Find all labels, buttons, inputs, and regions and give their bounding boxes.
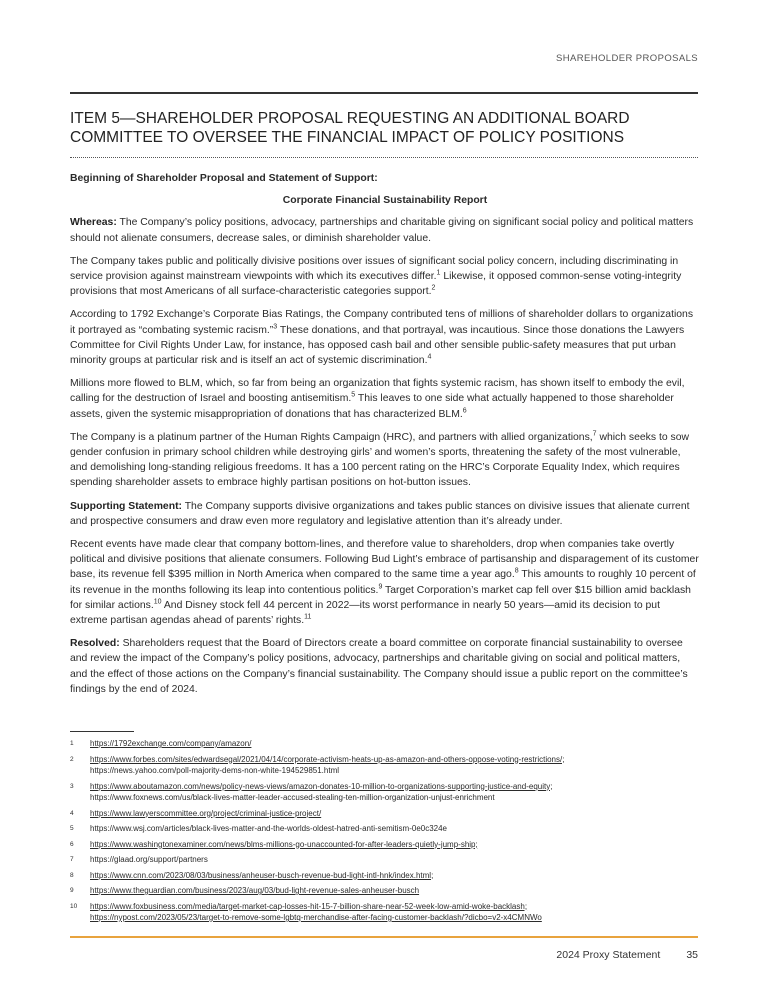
supporting-statement-text: The Company supports divisive organizations and takes public stances on divisive issues that alienate current and prospective consumers and draw even more regulatory and legislative attention than it’s already under. xyxy=(70,500,690,527)
footnote-link[interactable]: https://www.theguardian.com/business/2023/aug/03/bud-light-revenue-sales-anheuser-busch xyxy=(90,886,420,895)
whereas-text: The Company’s policy positions, advocacy, partnerships and charitable giving on significant social policy and political matters should not alienate consumers, decrease sales, or diminish shareholder value. xyxy=(70,217,694,244)
footnote-ref[interactable]: 1 xyxy=(436,269,441,277)
footnote-item xyxy=(70,901,700,924)
proposal-intro: Beginning of Shareholder Proposal and Statement of Support: xyxy=(70,173,378,184)
paragraph-3 xyxy=(70,307,700,368)
footnote-link[interactable]: https://www.lawyerscommittee.org/project/criminal-justice-project/ xyxy=(90,808,322,818)
footnote-item xyxy=(70,754,700,777)
footnote-item xyxy=(70,781,700,804)
footnote-number: 10 xyxy=(70,902,78,910)
paragraph-7 xyxy=(70,537,700,628)
footnote-number: 5 xyxy=(70,825,74,832)
footnote-link[interactable]: https://www.forbes.com/sites/edwardsegal/2021/04/14/corporate-activism-heats-up-as-amazon-and-others-oppose-voting-restrictions/; xyxy=(90,754,565,764)
paragraph-text: which seeks to sow gender confusion in primary school children while destroying girls’ and women’s sports, threatening the safety of the most vulnerable, and demolishing long-standing religious freedoms. It has a 100 percent rating on the HRC’s Corporate Equality Index, which requires spending shareholder assets to embrace highly partisan positions on hot-button issues. xyxy=(70,431,689,489)
footnote-link[interactable]: https://news.yahoo.com/poll-majority-dems-non-white-194529851.html xyxy=(90,766,340,775)
footnotes xyxy=(70,738,700,928)
footnote-link[interactable]: https://www.cnn.com/2023/08/03/business/anheuser-busch-revenue-bud-light-intl-hnk/index.html; xyxy=(90,870,434,880)
resolved-text: Shareholders request that the Board of Directors create a board committee on corporate financial sustainability to oversee and review the impact of the Company’s policy positions, advocacy, partnerships and charitable giving on social and political matters, and the effect of those actions on the Company’s financial sustainability. The Company should issue a public report on the committee’s findings by the end of 2024. xyxy=(70,638,688,695)
footnote-ref[interactable]: 6 xyxy=(462,407,467,415)
footnote-ref[interactable]: 8 xyxy=(514,568,519,575)
footnote-link[interactable]: https://glaad.org/support/partners xyxy=(90,855,208,864)
footnote-link[interactable]: https://www.washingtonexaminer.com/news/blms-millions-go-unaccounted-for-after-leaders-quietly-jump-ship; xyxy=(90,839,478,849)
footnote-number: 2 xyxy=(70,755,74,763)
footnote-link[interactable]: https://www.wsj.com/articles/black-lives-matter-and-the-worlds-oldest-hatred-anti-semitism-0e0c324e xyxy=(90,824,448,833)
supporting-statement-label: Supporting Statement: xyxy=(70,500,182,512)
supporting-statement-paragraph xyxy=(70,499,700,529)
footnote-item xyxy=(70,738,700,750)
footnote-item xyxy=(70,854,700,866)
proposal-body xyxy=(70,171,700,705)
paragraph-text: And Disney stock fell 44 percent in 2022—its worst performance in nearly 50 years—amid its decision to put extreme partisan agendas ahead of parents’ rights. xyxy=(70,599,660,627)
footnote-divider xyxy=(70,731,134,732)
paragraph-text: According to 1792 Exchange’s Corporate Bias Ratings, the Company contributed tens of millions of shareholder dollars to organizations it portrayed as “combating systemic racism.” xyxy=(70,309,694,336)
footnote-link[interactable]: https://1792exchange.com/company/amazon/ xyxy=(90,739,252,748)
footnote-item xyxy=(70,839,700,851)
section-header: SHAREHOLDER PROPOSALS xyxy=(556,53,698,64)
paragraph-text: The Company takes public and politically divisive positions over issues of significant social policy concern, including discriminating in service provision against mainstream viewpoints with which its executives differ. xyxy=(70,255,679,283)
paragraph-text: Millions more flowed to BLM, which, so far from being an organization that fights systemic racism, has shown itself to embody the evil, calling for the destruction of Israel and boosting antisemitism. xyxy=(70,378,685,405)
paragraph-text: This amounts to roughly 10 percent of its revenue in the months following its leap into contentious politics. xyxy=(70,569,696,596)
paragraph-2 xyxy=(70,254,700,300)
page-footer xyxy=(556,949,698,961)
footnote-number: 9 xyxy=(70,887,74,894)
paragraph-text: Likewise, it opposed common-sense voting-integrity provisions that most Americans of all surface-characteristic categories support. xyxy=(70,271,682,298)
paragraph-text: Recent events have made clear that company bottom-lines, and therefore value to shareholders, drop when companies take overtly political and divisive positions that alienate consumers. Following Bud Light’s embrace of partisanship and disparagement of its customer base, its revenue fell $395 million in North America when compared to the same time a year ago. xyxy=(70,539,699,581)
footnote-item xyxy=(70,808,700,820)
paragraph-4 xyxy=(70,376,700,422)
footnote-ref[interactable]: 2 xyxy=(431,284,436,292)
top-divider xyxy=(70,92,698,94)
footnote-number: 6 xyxy=(70,840,74,848)
footnote-link[interactable]: https://www.aboutamazon.com/news/policy-news-views/amazon-donates-10-million-to-organizations-supporting-justice-and-equity; xyxy=(90,781,553,791)
footnote-number: 8 xyxy=(70,871,74,879)
report-subtitle: Corporate Financial Sustainability Report xyxy=(282,195,488,207)
footnote-number: 4 xyxy=(70,809,74,817)
footer-divider xyxy=(70,936,698,938)
paragraph-text: The Company is a platinum partner of the Human Rights Campaign (HRC), and partners with allied organizations, xyxy=(70,431,593,443)
paragraph-text: Target Corporation’s market cap fell over $15 billion amid backlash for similar actions. xyxy=(70,584,691,611)
footnote-link[interactable]: https://www.foxbusiness.com/media/target-market-cap-losses-hit-15-7-billion-share-near-52-week-low-amid-woke-backlash; xyxy=(90,901,528,911)
footnote-ref[interactable]: 7 xyxy=(592,430,597,438)
footnote-item xyxy=(70,870,700,882)
footnote-ref[interactable]: 11 xyxy=(304,613,312,621)
footer-label: 2024 Proxy Statement xyxy=(556,949,661,961)
footnote-number: 3 xyxy=(70,782,74,790)
footnote-number: 1 xyxy=(70,740,74,747)
page-number: 35 xyxy=(686,949,698,961)
resolved-label: Resolved: xyxy=(70,638,120,650)
footnote-ref[interactable]: 4 xyxy=(427,353,432,361)
page-title: ITEM 5—SHAREHOLDER PROPOSAL REQUESTING AN ADDITIONAL BOARD COMMITTEE TO OVERSEE THE FINANCIAL IMPACT OF POLICY POSITIONS xyxy=(70,110,630,146)
whereas-paragraph xyxy=(70,215,700,245)
whereas-label: Whereas: xyxy=(70,217,117,229)
resolved-paragraph xyxy=(70,636,700,697)
footnote-ref[interactable]: 3 xyxy=(273,323,278,331)
footnote-ref[interactable]: 5 xyxy=(351,391,356,399)
footnote-number: 7 xyxy=(70,856,74,863)
footnote-link[interactable]: https://www.foxnews.com/us/black-lives-matter-leader-accused-stealing-ten-million-organization-unjust-enrichment xyxy=(90,793,495,802)
footnote-item xyxy=(70,885,700,897)
footnote-item xyxy=(70,823,700,835)
dotted-divider xyxy=(70,157,698,158)
paragraph-text: These donations, and that portrayal, was incautious. Since those donations the Lawyers Committee for Civil Rights Under Law, for instance, has opposed cash bail and other sensible public-safety measures that put urban minority groups at particular risk and is itself an act of systemic discrimination. xyxy=(70,324,685,367)
footnote-ref[interactable]: 9 xyxy=(378,583,383,591)
footnote-ref[interactable]: 10 xyxy=(153,598,162,606)
paragraph-text: This leaves to one side what actually happened to those shareholder assets, given the systemic misappropriation of donations that has characterized BLM. xyxy=(70,393,674,420)
footnote-link[interactable]: https://nypost.com/2023/05/23/target-to-remove-some-lgbtq-merchandise-after-facing-customer-backlash/?dicbo=v2-x4CMNWo xyxy=(90,913,542,922)
paragraph-5 xyxy=(70,430,700,491)
